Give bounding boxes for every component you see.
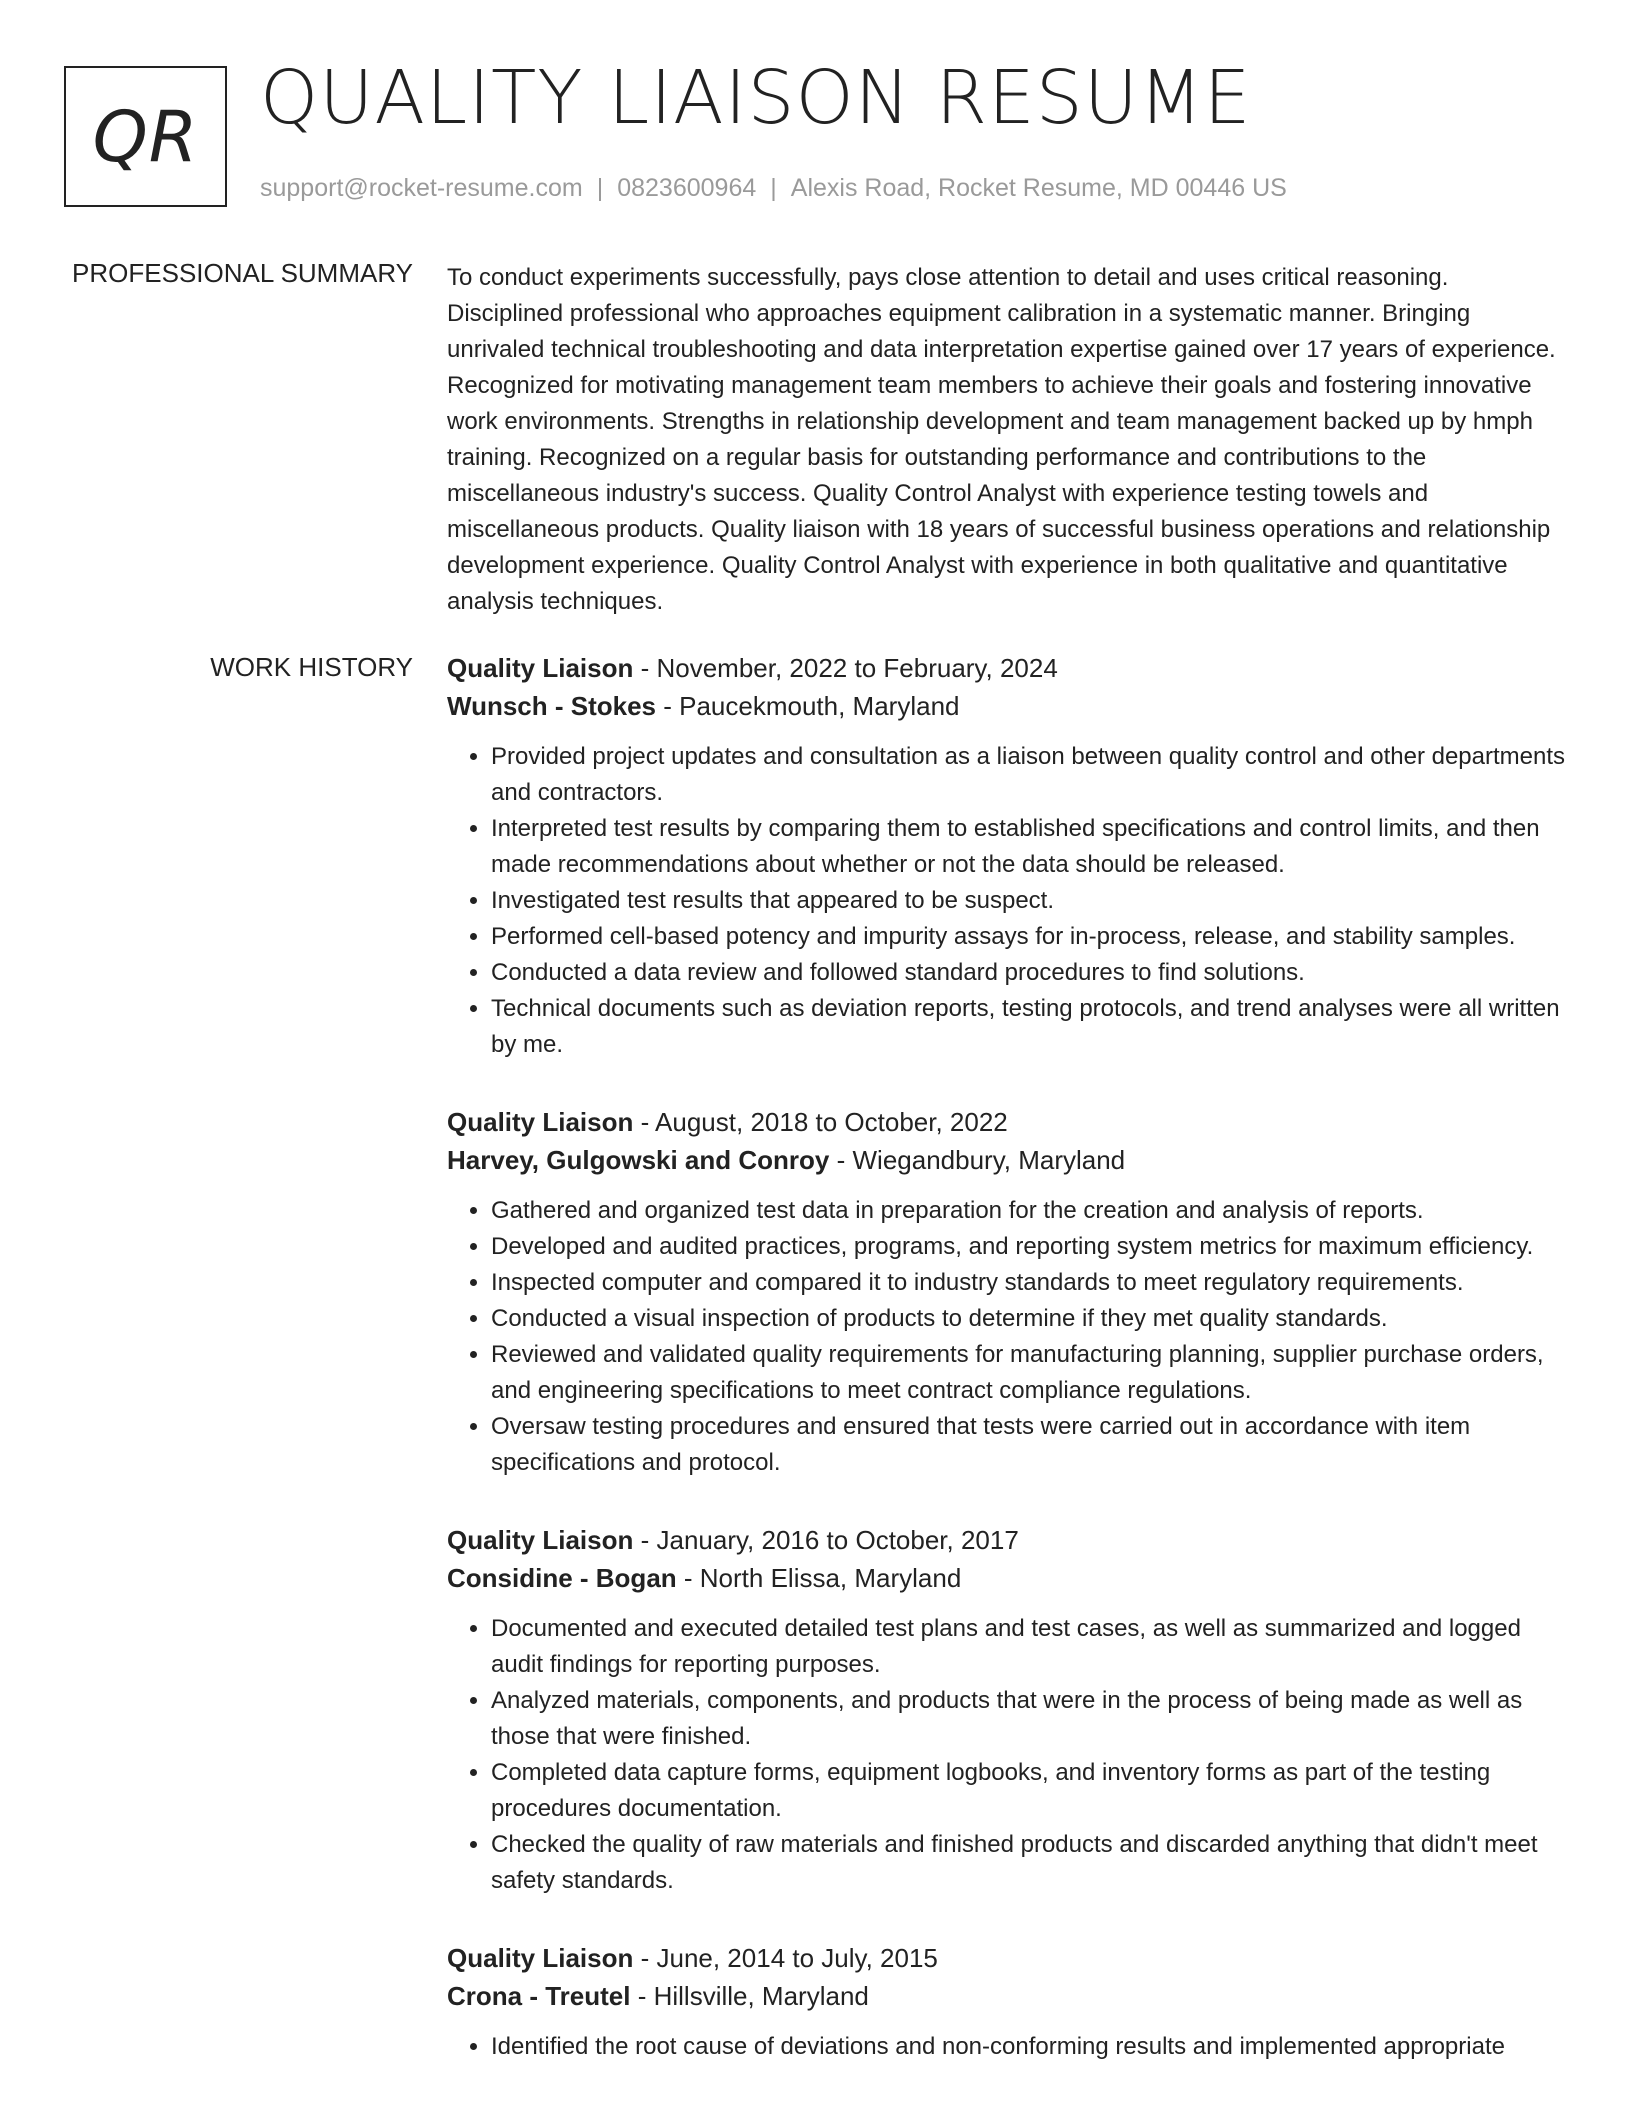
contact-separator: | — [770, 174, 777, 202]
job-title: Quality Liaison — [447, 1107, 634, 1137]
job-company-line — [447, 687, 1567, 725]
job-bullet: • Technical documents such as deviation reports, testing protocols, and trend analyses were all written by me. — [491, 991, 1567, 1063]
job-company: Considine - Bogan — [447, 1563, 677, 1593]
job-location: - Paucekmouth, Maryland — [656, 691, 960, 721]
work-history-section-label: WORK HISTORY — [210, 652, 413, 682]
summary-section-label: PROFESSIONAL SUMMARY — [72, 258, 413, 288]
job-entry — [447, 649, 1567, 1063]
job-bullet: • Conducted a data review and followed standard procedures to find solutions. — [491, 955, 1567, 991]
job-title-line — [447, 649, 1567, 687]
job-bullet: • Performed cell-based potency and impurity assays for in-process, release, and stability samples. — [491, 919, 1567, 955]
job-bullet: • Analyzed materials, components, and products that were in the process of being made as well as those that were finished. — [491, 1683, 1567, 1755]
contact-separator: | — [596, 174, 604, 202]
job-bullets — [447, 739, 1567, 1063]
contact-address: Alexis Road, Rocket Resume, MD 00446 US — [790, 174, 1287, 202]
job-bullet: • Gathered and organized test data in preparation for the creation and analysis of reports. — [491, 1193, 1567, 1229]
job-location: - Wiegandbury, Maryland — [829, 1145, 1126, 1175]
job-bullets — [447, 2029, 1567, 2065]
job-bullet: • Checked the quality of raw materials and finished products and discarded anything that didn't meet safety standards. — [491, 1827, 1567, 1899]
job-company-line — [447, 1141, 1567, 1179]
job-location: - Hillsville, Maryland — [630, 1981, 869, 2011]
job-bullet: • Identified the root cause of deviations and non-conforming results and implemented appropriate — [491, 2029, 1567, 2065]
job-bullet: • Interpreted test results by comparing them to established specifications and control limits, and then made recommendations about whether or not the data should be released. — [491, 811, 1567, 883]
job-company: Wunsch - Stokes — [447, 691, 657, 721]
job-dates: - June, 2014 to July, 2015 — [633, 1943, 938, 1973]
monogram-logo: QR — [64, 66, 227, 207]
contact-email: support@rocket-resume.com — [260, 174, 583, 202]
job-company: Harvey, Gulgowski and Conroy — [447, 1145, 830, 1175]
job-dates: - January, 2016 to October, 2017 — [633, 1525, 1019, 1555]
job-entry — [447, 1521, 1567, 1899]
job-title-line — [447, 1103, 1567, 1141]
job-title-line — [447, 1939, 1567, 1977]
job-bullet: • Conducted a visual inspection of products to determine if they met quality standards. — [491, 1301, 1567, 1337]
job-title-line — [447, 1521, 1567, 1559]
job-company: Crona - Treutel — [447, 1981, 631, 2011]
job-entry — [447, 1939, 1567, 2065]
job-bullet: • Oversaw testing procedures and ensured that tests were carried out in accordance with item specifications and protocol. — [491, 1409, 1567, 1481]
job-company-line — [447, 1977, 1567, 2015]
job-title: Quality Liaison — [447, 1525, 634, 1555]
job-dates: - November, 2022 to February, 2024 — [633, 653, 1058, 683]
summary-text: To conduct experiments successfully, pays close attention to detail and uses critical reasoning. Disciplined professional who approaches equipment calibration in a systematic manner. Bringing unrivaled technical troubleshooting and data interpretation expertise gained over 17 years of experience. Recognized for motivating management team members to achieve their goals and fostering innovative work environments. Strengths in relationship development and team management backed up by hmph training. Recognized on a regular basis for outstanding performance and contributions to the miscellaneous industry's success. Quality Control Analyst with experience testing towels and miscellaneous products. Quality liaison with 18 years of successful business operations and relationship development experience. Quality Control Analyst with experience in both qualitative and quantitative analysis techniques. — [447, 264, 1556, 615]
job-dates: - August, 2018 to October, 2022 — [633, 1107, 1008, 1137]
job-bullet: • Completed data capture forms, equipment logbooks, and inventory forms as part of the testing procedures documentation. — [491, 1755, 1567, 1827]
job-title: Quality Liaison — [447, 653, 634, 683]
page-title: QUALITY LIAISON RESUME — [260, 55, 1252, 141]
job-entry — [447, 1103, 1567, 1481]
contact-line — [260, 174, 1287, 203]
job-bullet: • Documented and executed detailed test plans and test cases, as well as summarized and logged audit findings for reporting purposes. — [491, 1611, 1567, 1683]
job-company-line — [447, 1559, 1567, 1597]
work-history-list — [447, 649, 1567, 2105]
job-bullet: • Reviewed and validated quality requirements for manufacturing planning, supplier purchase orders, and engineering specifications to meet contract compliance regulations. — [491, 1337, 1567, 1409]
contact-phone: 0823600964 — [617, 174, 757, 202]
job-bullet: • Developed and audited practices, programs, and reporting system metrics for maximum efficiency. — [491, 1229, 1567, 1265]
job-bullet: • Provided project updates and consultation as a liaison between quality control and other departments and contractors. — [491, 739, 1567, 811]
job-bullet: • Inspected computer and compared it to industry standards to meet regulatory requirements. — [491, 1265, 1567, 1301]
job-bullets — [447, 1611, 1567, 1899]
job-title: Quality Liaison — [447, 1943, 634, 1973]
job-location: - North Elissa, Maryland — [676, 1563, 962, 1593]
job-bullets — [447, 1193, 1567, 1481]
job-bullet: • Investigated test results that appeared to be suspect. — [491, 883, 1567, 919]
